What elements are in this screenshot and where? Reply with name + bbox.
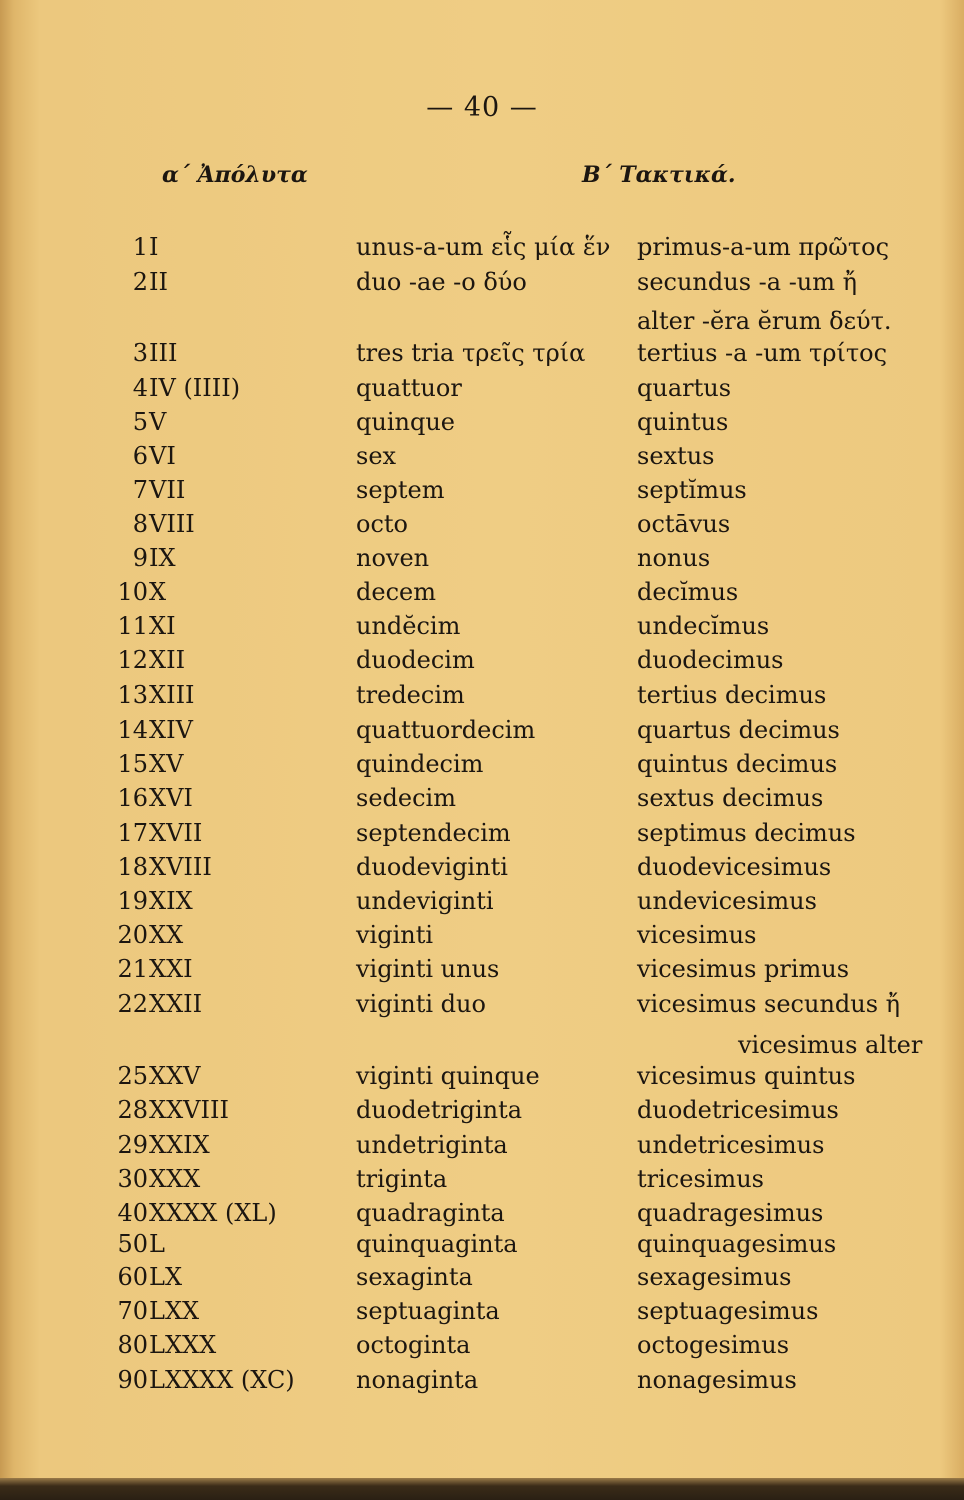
table-row [0,921,964,955]
numeral-roman: XXV [149,1062,201,1090]
table-row [0,544,964,578]
numeral-arabic: 14 [117,716,148,744]
numeral-roman: XII [149,646,186,674]
cardinal-word: undĕcim [356,612,461,640]
table-row [0,510,964,544]
numeral-roman: XXII [149,990,203,1018]
numeral-roman: XXI [149,955,193,983]
numeral-roman: L [149,1230,165,1258]
table-row [0,819,964,853]
numeral-roman: XXXX (XL) [149,1199,277,1227]
numeral-roman: IV (IIII) [149,374,241,402]
table-row [0,339,964,373]
table-row [0,268,964,302]
ordinal-word: sexagesimus [637,1263,792,1291]
numeral-arabic: 15 [117,750,148,778]
ordinal-word: secundus -a -um ἤ [637,268,858,296]
table-row [0,1230,964,1264]
numeral-roman: I [149,233,159,261]
cardinal-word: septem [356,476,445,504]
numeral-arabic: 17 [117,819,148,847]
numeral-roman: XVI [149,784,193,812]
numeral-arabic: 80 [117,1331,148,1359]
cardinal-word: septendecim [356,819,511,847]
numeral-roman: LXXXX (XC) [149,1366,295,1394]
cardinal-word: viginti quinque [356,1062,540,1090]
table-row [0,1297,964,1331]
ordinal-continuation-2: alter -ĕra ĕrum δεύτ. [637,307,892,335]
ordinal-word: vicesimus secundus ἤ [637,990,901,1018]
ordinal-word: sextus decimus [637,784,824,812]
cardinal-word: triginta [356,1165,448,1193]
ordinal-word: duodecimus [637,646,784,674]
cardinal-word: undetriginta [356,1131,508,1159]
ordinal-word: septimus decimus [637,819,856,847]
ordinal-word: quartus decimus [637,716,840,744]
table-row [0,1165,964,1199]
ordinal-word: quintus [637,408,729,436]
numeral-roman: XI [149,612,176,640]
cardinal-word: septuaginta [356,1297,500,1325]
cardinal-word: octoginta [356,1331,471,1359]
numeral-arabic: 60 [117,1263,148,1291]
numeral-arabic: 40 [117,1199,148,1227]
table-row [0,784,964,818]
ordinal-word: quartus [637,374,732,402]
table-row [0,955,964,989]
ordinal-word: tertius decimus [637,681,827,709]
numeral-arabic: 5 [132,408,148,436]
heading-ordinal: Β΄ Τακτικά. [582,162,736,188]
ordinal-word: quinquagesimus [637,1230,837,1258]
cardinal-word: sedecim [356,784,456,812]
numeral-arabic: 29 [117,1131,148,1159]
table-row [0,374,964,408]
numeral-arabic: 4 [132,374,148,402]
numeral-roman: XIII [149,681,195,709]
table-row [0,476,964,510]
table-row [0,1331,964,1365]
ordinal-word: tertius -a -um τρίτος [637,339,888,367]
table-row [0,1366,964,1400]
numeral-arabic: 50 [117,1230,148,1258]
ordinal-word: quintus decimus [637,750,838,778]
numeral-roman: XV [149,750,184,778]
numeral-roman: XVIII [149,853,212,881]
table-row [0,887,964,921]
numeral-roman: III [149,339,178,367]
ordinal-word: octāvus [637,510,731,538]
numeral-arabic: 6 [132,442,148,470]
numeral-arabic: 16 [117,784,148,812]
table-row [0,853,964,887]
numeral-arabic: 28 [117,1096,148,1124]
numeral-arabic: 13 [117,681,148,709]
cardinal-word: quattuordecim [356,716,536,744]
ordinal-word: vicesimus primus [637,955,850,983]
page-bottom-edge [0,1478,964,1500]
cardinal-word: quattuor [356,374,462,402]
table-row [0,408,964,442]
cardinal-word: octo [356,510,408,538]
table-row [0,716,964,750]
table-row [0,442,964,476]
numeral-arabic: 25 [117,1062,148,1090]
ordinal-word: nonagesimus [637,1366,797,1394]
heading-cardinal: α΄ Ἀπόλυτα [162,162,308,188]
numeral-roman: XIX [149,887,193,915]
cardinal-word: quinque [356,408,455,436]
table-row [0,990,964,1024]
numeral-arabic: 18 [117,853,148,881]
numeral-roman: VI [149,442,176,470]
cardinal-word: noven [356,544,430,572]
numeral-roman: LX [149,1263,183,1291]
ordinal-word: nonus [637,544,711,572]
numeral-arabic: 30 [117,1165,148,1193]
numeral-roman: LXXX [149,1331,217,1359]
numeral-roman: XIV [149,716,193,744]
numeral-arabic: 12 [117,646,148,674]
ordinal-word: duodetricesimus [637,1096,839,1124]
cardinal-word: viginti duo [356,990,486,1018]
ordinal-word: vicesimus [637,921,757,949]
cardinal-word: sexaginta [356,1263,473,1291]
numeral-roman: LXX [149,1297,200,1325]
cardinal-word: sex [356,442,397,470]
table-row [0,681,964,715]
cardinal-word: tres tria τρεῖς τρία [356,339,586,367]
ordinal-word: sextus [637,442,715,470]
cardinal-word: decem [356,578,436,606]
cardinal-word: duodetriginta [356,1096,523,1124]
cardinal-word: viginti [356,921,434,949]
cardinal-word: unus-a-um εἷς μία ἕν [356,233,611,261]
ordinal-word: octogesimus [637,1331,790,1359]
ordinal-word: undetricesimus [637,1131,825,1159]
ordinal-word: septĭmus [637,476,747,504]
page-number: — 40 — [426,92,538,123]
table-row [0,1131,964,1165]
numeral-arabic: 8 [132,510,148,538]
table-row [0,1263,964,1297]
ordinal-word: vicesimus quintus [637,1062,856,1090]
table-row [0,578,964,612]
numeral-roman: XVII [149,819,203,847]
numeral-arabic: 2 [132,268,148,296]
table-row [0,1062,964,1096]
ordinal-word: undecĭmus [637,612,770,640]
numeral-roman: XXVIII [149,1096,229,1124]
cardinal-word: duodeviginti [356,853,508,881]
numeral-roman: V [149,408,167,436]
numeral-arabic: 21 [117,955,148,983]
ordinal-word: quadragesimus [637,1199,824,1227]
cardinal-word: viginti unus [356,955,500,983]
numeral-roman: VIII [149,510,195,538]
numeral-arabic: 7 [132,476,148,504]
cardinal-word: duodecim [356,646,475,674]
ordinal-word: decĭmus [637,578,739,606]
numeral-arabic: 3 [132,339,148,367]
numeral-roman: X [149,578,167,606]
numeral-roman: XXX [149,1165,201,1193]
table-row [0,750,964,784]
table-row [0,1199,964,1233]
cardinal-word: duo -ae -o δύο [356,268,527,296]
ordinal-continuation-22: vicesimus alter [738,1031,923,1059]
numeral-roman: II [149,268,168,296]
numeral-arabic: 9 [132,544,148,572]
numeral-arabic: 70 [117,1297,148,1325]
numeral-roman: XXIX [149,1131,210,1159]
cardinal-word: quindecim [356,750,484,778]
table-row [0,646,964,680]
numeral-arabic: 10 [117,578,148,606]
ordinal-word: primus-a-um πρῶτος [637,233,890,261]
numeral-roman: IX [149,544,176,572]
cardinal-word: tredecim [356,681,465,709]
cardinal-word: quinquaginta [356,1230,518,1258]
numeral-arabic: 20 [117,921,148,949]
ordinal-word: septuagesimus [637,1297,819,1325]
numeral-arabic: 11 [117,612,148,640]
numeral-arabic: 1 [132,233,148,261]
cardinal-word: undeviginti [356,887,494,915]
table-row [0,233,964,267]
numeral-arabic: 22 [117,990,148,1018]
cardinal-word: quadraginta [356,1199,505,1227]
ordinal-word: undevicesimus [637,887,817,915]
ordinal-word: tricesimus [637,1165,764,1193]
table-row [0,1096,964,1130]
cardinal-word: nonaginta [356,1366,479,1394]
numeral-roman: VII [149,476,186,504]
numeral-arabic: 19 [117,887,148,915]
numeral-arabic: 90 [117,1366,148,1394]
table-row [0,612,964,646]
numeral-roman: XX [149,921,184,949]
ordinal-word: duodevicesimus [637,853,832,881]
